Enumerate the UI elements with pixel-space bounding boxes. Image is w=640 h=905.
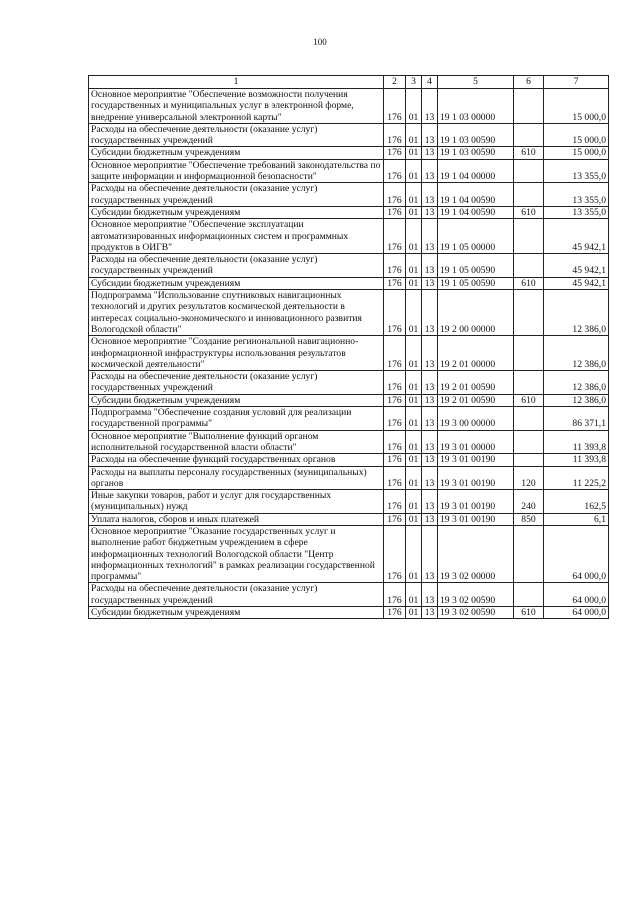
row-description: Подпрограмма "Обеспечение создания условий для реализации государственной программы" [89,407,384,431]
header-cell: 7 [544,76,609,89]
ministry-code: 176 [384,254,406,278]
section-code: 01 [406,407,422,431]
ministry-code: 176 [384,525,406,582]
ministry-code: 176 [384,89,406,124]
target-article-code: 19 3 01 00000 [438,430,514,454]
amount-value: 45 942,1 [544,277,609,289]
target-article-code: 19 3 01 00190 [438,466,514,490]
target-article-code: 19 1 03 00000 [438,89,514,124]
target-article-code: 19 2 01 00000 [438,336,514,371]
table-row [89,394,609,406]
row-description: Основное мероприятие "Обеспечение эксплуатации автоматизированных информационных систем и программных продуктов в ОИГВ" [89,219,384,254]
ministry-code: 176 [384,583,406,607]
budget-table [88,75,609,619]
ministry-code: 176 [384,290,406,336]
expense-type-code: 610 [514,394,544,406]
expense-type-code: 120 [514,466,544,490]
section-code: 01 [406,183,422,207]
target-article-code: 19 3 01 00190 [438,513,514,525]
section-code: 01 [406,525,422,582]
subsection-code: 13 [422,513,438,525]
amount-value: 13 355,0 [544,159,609,183]
header-cell: 3 [406,76,422,89]
target-article-code: 19 1 05 00590 [438,277,514,289]
table-header-row [89,76,609,89]
amount-value: 12 386,0 [544,336,609,371]
ministry-code: 176 [384,513,406,525]
expense-type-code [514,430,544,454]
subsection-code: 13 [422,254,438,278]
amount-value: 64 000,0 [544,525,609,582]
header-cell: 2 [384,76,406,89]
expense-type-code: 610 [514,147,544,159]
table-row [89,371,609,395]
target-article-code: 19 2 00 00000 [438,290,514,336]
section-code: 01 [406,430,422,454]
row-description: Расходы на обеспечение деятельности (оказание услуг) государственных учреждений [89,123,384,147]
row-description: Иные закупки товаров, работ и услуг для государственных (муниципальных) нужд [89,490,384,514]
table-row [89,407,609,431]
ministry-code: 176 [384,219,406,254]
ministry-code: 176 [384,371,406,395]
subsection-code: 13 [422,454,438,466]
subsection-code: 13 [422,123,438,147]
row-description: Расходы на выплаты персоналу государственных (муниципальных) органов [89,466,384,490]
subsection-code: 13 [422,525,438,582]
target-article-code: 19 1 05 00000 [438,219,514,254]
amount-value: 11 393,8 [544,454,609,466]
expense-type-code [514,336,544,371]
table-row [89,89,609,124]
section-code: 01 [406,123,422,147]
subsection-code: 13 [422,394,438,406]
expense-type-code [514,290,544,336]
ministry-code: 176 [384,123,406,147]
table-row [89,159,609,183]
header-cell: 5 [438,76,514,89]
table-row [89,219,609,254]
header-cell: 1 [89,76,384,89]
target-article-code: 19 3 01 00190 [438,490,514,514]
table-row [89,147,609,159]
subsection-code: 13 [422,430,438,454]
ministry-code: 176 [384,407,406,431]
table-row [89,206,609,218]
row-description: Расходы на обеспечение деятельности (оказание услуг) государственных учреждений [89,583,384,607]
table-row [89,466,609,490]
subsection-code: 13 [422,371,438,395]
row-description: Основное мероприятие "Обеспечение возможности получения государственных и муниципальных услуг в электронной форме, внедрение универсальной электронной карты" [89,89,384,124]
target-article-code: 19 2 01 00590 [438,394,514,406]
expense-type-code: 240 [514,490,544,514]
ministry-code: 176 [384,159,406,183]
table-row [89,254,609,278]
row-description: Основное мероприятие "Обеспечение требований законодательства по защите информации и информационной безопасности" [89,159,384,183]
ministry-code: 176 [384,466,406,490]
expense-type-code [514,371,544,395]
expense-type-code [514,525,544,582]
ministry-code: 176 [384,430,406,454]
expense-type-code [514,123,544,147]
ministry-code: 176 [384,336,406,371]
row-description: Расходы на обеспечение деятельности (оказание услуг) государственных учреждений [89,371,384,395]
amount-value: 12 386,0 [544,394,609,406]
ministry-code: 176 [384,607,406,619]
target-article-code: 19 2 01 00590 [438,371,514,395]
subsection-code: 13 [422,407,438,431]
table-row [89,454,609,466]
target-article-code: 19 1 03 00590 [438,147,514,159]
table-row [89,607,609,619]
section-code: 01 [406,607,422,619]
row-description: Основное мероприятие "Выполнение функций органом исполнительной государственной власти области" [89,430,384,454]
amount-value: 15 000,0 [544,89,609,124]
table-row [89,583,609,607]
row-description: Основное мероприятие "Создание регинональной навигационно-информационной инфраструктуры использования результатов космической деятельности" [89,336,384,371]
amount-value: 11 225,2 [544,466,609,490]
header-cell: 4 [422,76,438,89]
expense-type-code: 610 [514,277,544,289]
amount-value: 162,5 [544,490,609,514]
target-article-code: 19 1 04 00000 [438,159,514,183]
section-code: 01 [406,277,422,289]
row-description: Уплата налогов, сборов и иных платежей [89,513,384,525]
target-article-code: 19 3 01 00190 [438,454,514,466]
amount-value: 12 386,0 [544,371,609,395]
expense-type-code [514,583,544,607]
subsection-code: 13 [422,183,438,207]
section-code: 01 [406,371,422,395]
expense-type-code [514,254,544,278]
table-row [89,525,609,582]
subsection-code: 13 [422,147,438,159]
table-row [89,513,609,525]
row-description: Расходы на обеспечение деятельности (оказание услуг) государственных учреждений [89,254,384,278]
section-code: 01 [406,290,422,336]
section-code: 01 [406,206,422,218]
ministry-code: 176 [384,454,406,466]
subsection-code: 13 [422,206,438,218]
row-description: Подпрограмма "Использование спутниковых навигационных технологий и других результатов космической деятельности в интересах социально-экономического и инновационного развития Вологодской области" [89,290,384,336]
section-code: 01 [406,336,422,371]
section-code: 01 [406,219,422,254]
subsection-code: 13 [422,89,438,124]
section-code: 01 [406,513,422,525]
amount-value: 64 000,0 [544,607,609,619]
row-description: Субсидии бюджетным учреждениям [89,206,384,218]
table-row [89,277,609,289]
section-code: 01 [406,254,422,278]
target-article-code: 19 3 02 00000 [438,525,514,582]
expense-type-code [514,454,544,466]
amount-value: 15 000,0 [544,123,609,147]
row-description: Субсидии бюджетным учреждениям [89,147,384,159]
row-description: Расходы на обеспечение деятельности (оказание услуг) государственных учреждений [89,183,384,207]
subsection-code: 13 [422,490,438,514]
section-code: 01 [406,159,422,183]
amount-value: 15 000,0 [544,147,609,159]
row-description: Субсидии бюджетным учреждениям [89,607,384,619]
subsection-code: 13 [422,466,438,490]
table-row [89,490,609,514]
section-code: 01 [406,466,422,490]
subsection-code: 13 [422,583,438,607]
row-description: Расходы на обеспечение функций государственных органов [89,454,384,466]
amount-value: 11 393,8 [544,430,609,454]
subsection-code: 13 [422,607,438,619]
expense-type-code [514,219,544,254]
target-article-code: 19 3 02 00590 [438,583,514,607]
ministry-code: 176 [384,490,406,514]
row-description: Основное мероприятие "Оказание государственных услуг и выполнение работ бюджетным учреждением в сфере информационных технологий Вологодской области "Центр информационных технологий" в рамках реализации государственной программы" [89,525,384,582]
table-row [89,123,609,147]
row-description: Субсидии бюджетным учреждениям [89,277,384,289]
table-row [89,430,609,454]
ministry-code: 176 [384,147,406,159]
amount-value: 64 000,0 [544,583,609,607]
header-cell: 6 [514,76,544,89]
target-article-code: 19 1 05 00590 [438,254,514,278]
expense-type-code [514,159,544,183]
target-article-code: 19 1 03 00590 [438,123,514,147]
section-code: 01 [406,147,422,159]
subsection-code: 13 [422,336,438,371]
ministry-code: 176 [384,206,406,218]
subsection-code: 13 [422,159,438,183]
ministry-code: 176 [384,394,406,406]
expense-type-code: 610 [514,607,544,619]
table-body [89,76,609,619]
target-article-code: 19 3 02 00590 [438,607,514,619]
section-code: 01 [406,394,422,406]
row-description: Субсидии бюджетным учреждениям [89,394,384,406]
amount-value: 6,1 [544,513,609,525]
section-code: 01 [406,89,422,124]
table-row [89,336,609,371]
expense-type-code [514,89,544,124]
expense-type-code: 610 [514,206,544,218]
table-row [89,183,609,207]
amount-value: 45 942,1 [544,254,609,278]
amount-value: 13 355,0 [544,206,609,218]
section-code: 01 [406,454,422,466]
subsection-code: 13 [422,290,438,336]
ministry-code: 176 [384,183,406,207]
expense-type-code [514,183,544,207]
target-article-code: 19 3 00 00000 [438,407,514,431]
target-article-code: 19 1 04 00590 [438,183,514,207]
subsection-code: 13 [422,277,438,289]
amount-value: 13 355,0 [544,183,609,207]
expense-type-code: 850 [514,513,544,525]
target-article-code: 19 1 04 00590 [438,206,514,218]
ministry-code: 176 [384,277,406,289]
table-row [89,290,609,336]
amount-value: 45 942,1 [544,219,609,254]
amount-value: 12 386,0 [544,290,609,336]
amount-value: 86 371,1 [544,407,609,431]
subsection-code: 13 [422,219,438,254]
section-code: 01 [406,490,422,514]
expense-type-code [514,407,544,431]
section-code: 01 [406,583,422,607]
page-number: 100 [313,37,327,47]
